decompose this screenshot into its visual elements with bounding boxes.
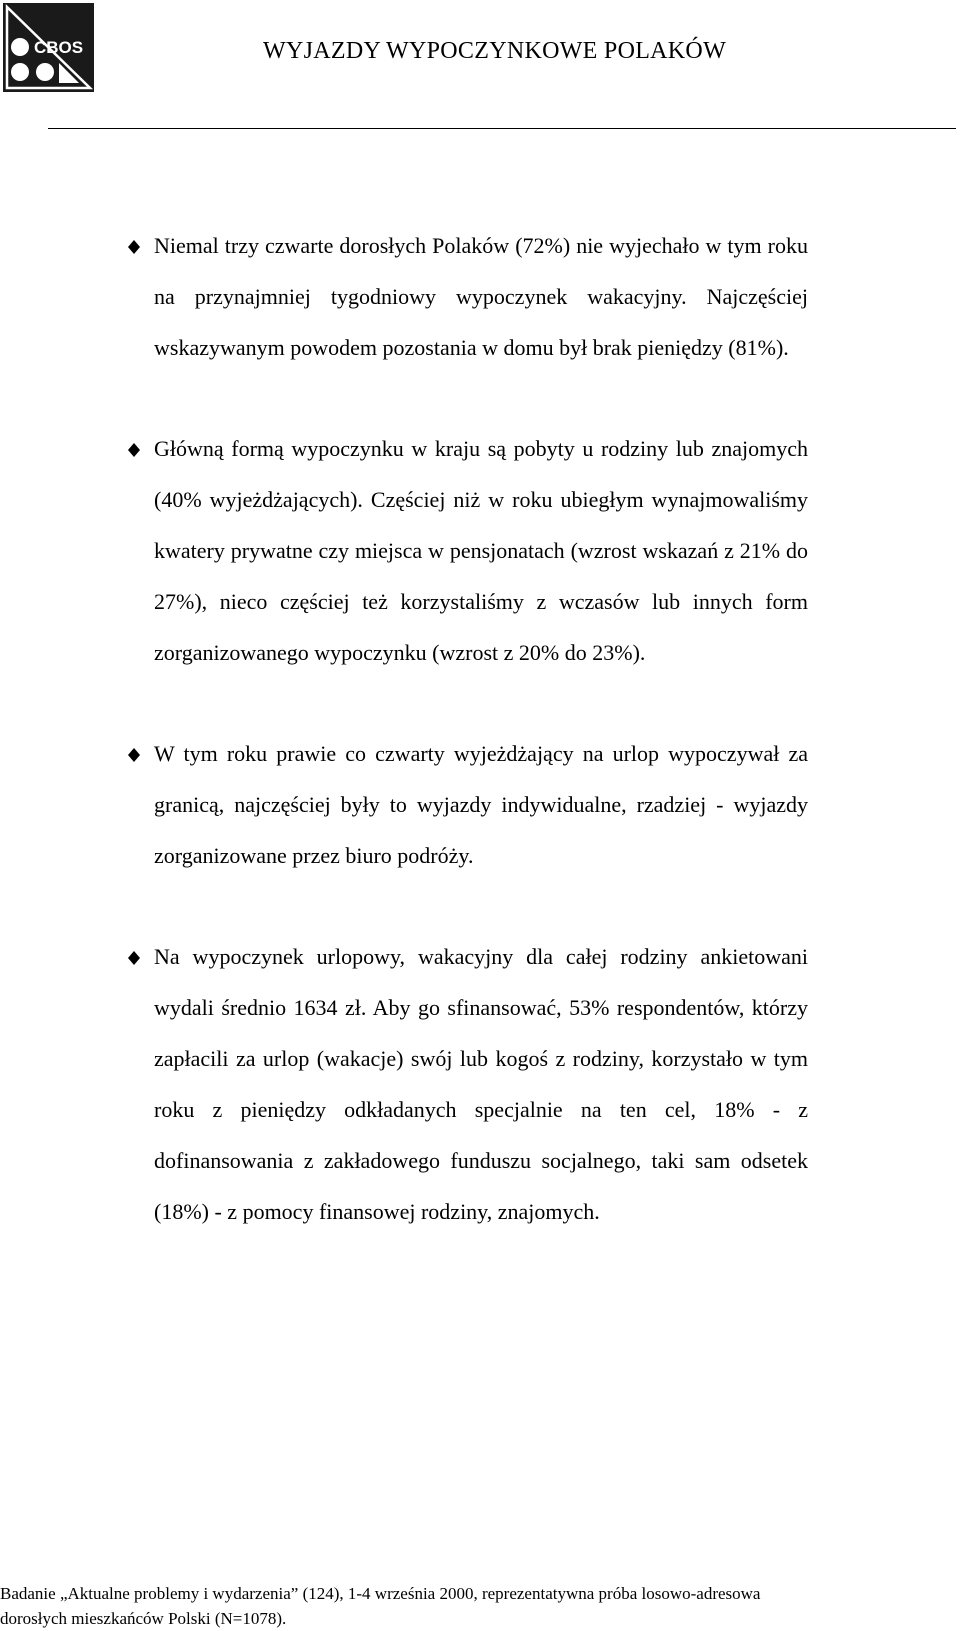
bullet-text: W tym roku prawie co czwarty wyjeżdżający na urlop wypoczywał za granicą, najczęściej były to wyjazdy indywidualne, rzadziej - wyjazdy zorganizowane przez biuro podróży.	[154, 741, 808, 868]
bullet-item	[128, 931, 808, 1237]
page-header-title: WYJAZDY WYPOCZYNKOWE POLAKÓW	[263, 38, 727, 64]
bullet-list	[128, 220, 808, 1287]
diamond-bullet-icon	[128, 951, 140, 965]
diamond-bullet-icon	[128, 748, 140, 762]
cbos-logo	[3, 3, 94, 92]
page-footer	[0, 1581, 960, 1631]
bullet-text: Główną formą wypoczynku w kraju są pobyty u rodziny lub znajomych (40% wyjeżdżających). Częściej niż w roku ubiegłym wynajmowaliśmy kwatery prywatne czy miejsca w pensjonatach (wzrost wskazań z 21% do 27%), nieco częściej też korzystaliśmy z wczasów lub innych form zorganizowanego wypoczynku (wzrost z 20% do 23%).	[154, 436, 808, 665]
bullet-item	[128, 423, 808, 678]
footer-line: dorosłych mieszkańców Polski (N=1078).	[0, 1609, 287, 1628]
svg-text:CBOS: CBOS	[34, 38, 84, 57]
footer-line: Badanie „Aktualne problemy i wydarzenia” (124), 1-4 września 2000, reprezentatywna próba losowo-adresowa	[0, 1584, 761, 1603]
diamond-bullet-icon	[128, 443, 140, 457]
header-divider	[48, 128, 956, 129]
diamond-bullet-icon	[128, 240, 140, 254]
bullet-text: Niemal trzy czwarte dorosłych Polaków (72%) nie wyjechało w tym roku na przynajmniej tygodniowy wypoczynek wakacyjny. Najczęściej wskazywanym powodem pozostania w domu był brak pieniędzy (81%).	[154, 233, 808, 360]
bullet-text: Na wypoczynek urlopowy, wakacyjny dla całej rodziny ankietowani wydali średnio 1634 zł. Aby go sfinansować, 53% respondentów, którzy zapłacili za urlop (wakacje) swój lub kogoś z rodziny, korzystało w tym roku z pieniędzy odkładanych specjalnie na ten cel, 18% - z dofinansowania z zakładowego funduszu socjalnego, taki sam odsetek (18%) - z pomocy finansowej rodziny, znajomych.	[154, 944, 808, 1224]
bullet-item	[128, 728, 808, 881]
cbos-logo-mark	[3, 3, 94, 92]
bullet-item	[128, 220, 808, 373]
